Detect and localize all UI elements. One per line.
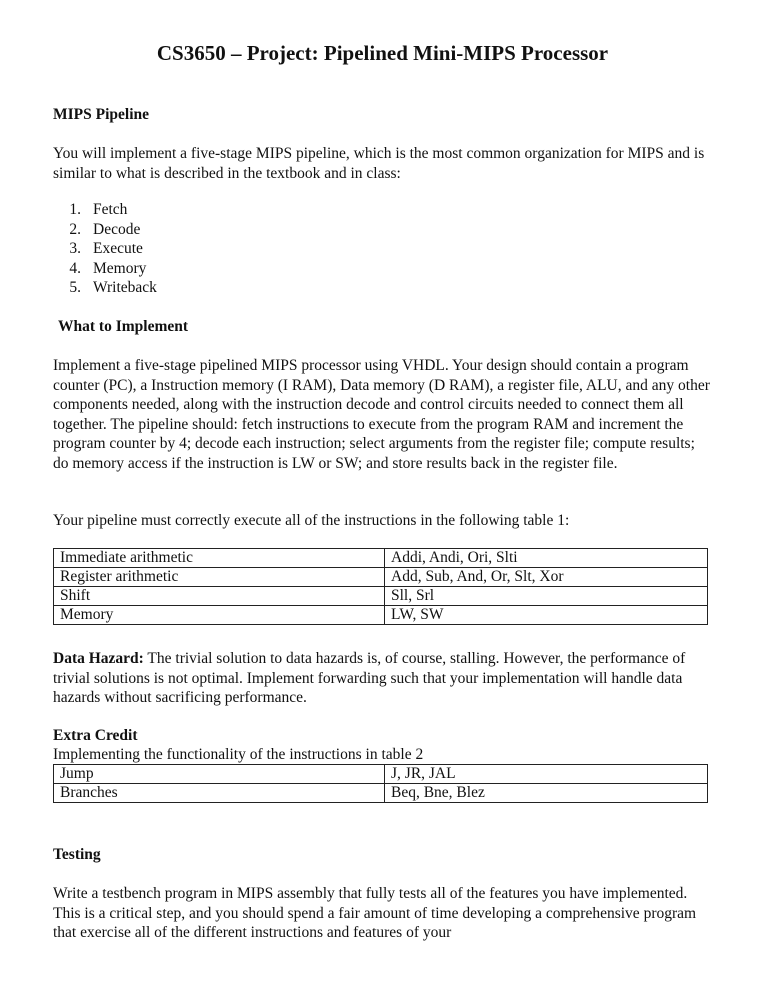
table-row [54, 587, 708, 606]
table-cell-instructions: Add, Sub, And, Or, Slt, Xor [385, 568, 708, 587]
table-cell-category: Branches [54, 784, 385, 803]
table-row [54, 765, 708, 784]
table-cell-category: Shift [54, 587, 385, 606]
table-row [54, 549, 708, 568]
table1-intro: Your pipeline must correctly execute all of the instructions in the following table 1: [53, 512, 570, 529]
table-cell-category: Immediate arithmetic [54, 549, 385, 568]
data-hazard-label: Data Hazard: [53, 650, 144, 667]
pipeline-stage-list [53, 200, 157, 298]
table-row [54, 784, 708, 803]
list-item-number: 3. [69, 240, 81, 257]
table-cell-category: Jump [54, 765, 385, 784]
heading-extra-credit: Extra Credit [53, 727, 138, 744]
document-title: CS3650 – Project: Pipelined Mini-MIPS Processor [156, 41, 609, 65]
table-cell-instructions: J, JR, JAL [385, 765, 708, 784]
implement-paragraph: Implement a five-stage pipelined MIPS processor using VHDL. Your design should contain a program counter (PC), a Instruction memory (I RAM), Data memory (D RAM), a register file, ALU, and any other components needed, along with the instruction decode and control circuits needed to connect them all together. The pipeline should: fetch instructions to execute from the program RAM and increment the program counter by 4; decode each instruction; select arguments from the register file; compute results; do memory access if the instruction is LW or SW; and store results back in the register file. [53, 357, 710, 472]
data-hazard-body: The trivial solution to data hazards is, of course, stalling. However, the performance of trivial solutions is not optimal. Implement forwarding such that your implementation will handle data hazards without sacrificing performance. [53, 650, 686, 706]
list-item-label: Fetch [93, 201, 128, 218]
data-hazard-paragraph [53, 649, 713, 708]
list-item [53, 220, 157, 240]
list-item [53, 200, 157, 220]
list-item-number: 1. [69, 201, 81, 218]
instruction-table-1 [53, 548, 708, 625]
table-row [54, 568, 708, 587]
list-item-number: 4. [69, 259, 81, 277]
heading-testing: Testing [53, 846, 101, 863]
table2-intro: Implementing the functionality of the instructions in table 2 [53, 746, 424, 763]
list-item-label: Decode [93, 220, 141, 238]
list-item-label: Memory [93, 259, 147, 277]
heading-mips-pipeline: MIPS Pipeline [53, 106, 150, 123]
table-cell-category: Register arithmetic [54, 568, 385, 587]
list-item [53, 278, 157, 298]
list-item [53, 259, 157, 279]
instruction-table-2 [53, 764, 708, 803]
list-item-label: Execute [93, 240, 143, 257]
pipeline-intro-paragraph: You will implement a five-stage MIPS pipeline, which is the most common organization for MIPS and is similar to what is described in the textbook and in class: [53, 145, 705, 182]
table-cell-category: Memory [54, 606, 385, 625]
list-item [53, 239, 157, 259]
testing-paragraph: Write a testbench program in MIPS assembly that fully tests all of the features you have implemented. This is a critical step, and you should spend a fair amount of time developing a comprehensive program that exercise all of the different instructions and features of your [53, 885, 697, 941]
list-item-label: Writeback [93, 279, 157, 296]
table-cell-instructions: Addi, Andi, Ori, Slti [385, 549, 708, 568]
table-row [54, 606, 708, 625]
table-cell-instructions: Sll, Srl [385, 587, 708, 606]
list-item-number: 2. [69, 220, 81, 238]
heading-what-to-implement: What to Implement [58, 318, 189, 335]
table-cell-instructions: Beq, Bne, Blez [385, 784, 708, 803]
table-cell-instructions: LW, SW [385, 606, 708, 625]
list-item-number: 5. [69, 279, 81, 296]
